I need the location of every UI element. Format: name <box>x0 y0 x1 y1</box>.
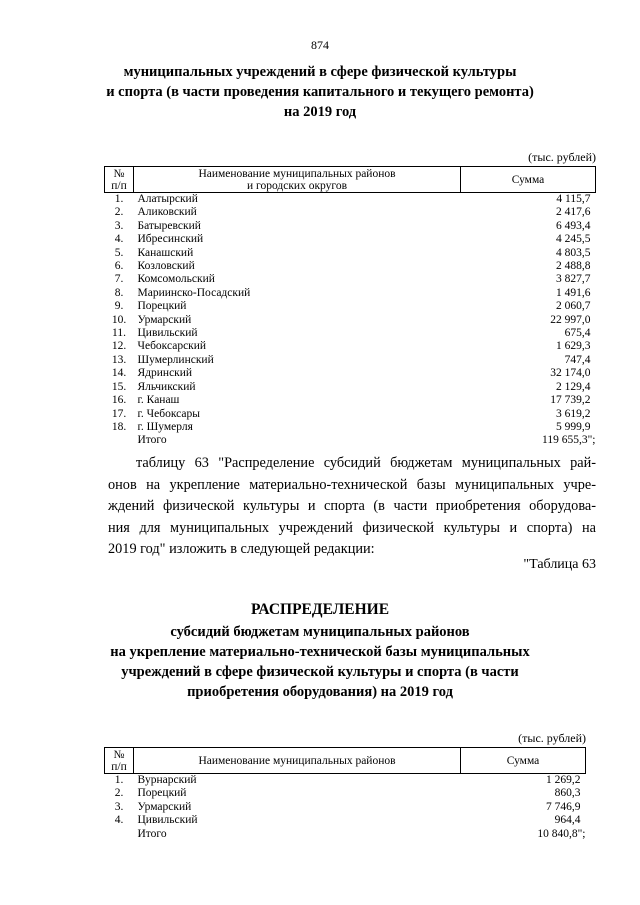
row-name: г. Канаш <box>137 394 180 407</box>
table2-col-num-line1: № <box>113 748 125 761</box>
row-number: 1. <box>114 774 124 786</box>
paragraph-line2: онов на укрепление материально-технической базы муниципальных учре- <box>108 476 596 493</box>
row-sum: 964,4 <box>554 814 581 827</box>
table1 <box>104 166 596 448</box>
row-name: Алатырский <box>137 193 198 205</box>
row-sum: 4 803,5 <box>556 246 591 259</box>
row-sum: 747,4 <box>564 353 591 366</box>
table-row <box>105 340 596 353</box>
table-row <box>105 367 596 380</box>
table-total-row <box>105 828 586 841</box>
row-name: Шумерлинский <box>137 353 214 366</box>
table-row <box>105 381 596 394</box>
row-number: 2. <box>114 206 124 219</box>
table1-col-num-line2: п/п <box>111 179 127 192</box>
total-sum: 10 840,8"; <box>537 827 586 840</box>
row-sum: 5 999,9 <box>556 420 591 433</box>
paragraph-line3: ждений физической культуры и спорта (в части приобретения оборудова- <box>108 498 596 515</box>
heading-bottom-line1: РАСПРЕДЕЛЕНИЕ <box>250 601 390 618</box>
table-row <box>105 394 596 407</box>
row-number: 17. <box>111 407 127 420</box>
paragraph-line1: таблицу 63 "Распределение субсидий бюджетам муниципальных рай- <box>136 455 596 471</box>
row-sum: 7 746,9 <box>546 800 581 813</box>
row-sum: 1 629,3 <box>556 340 591 353</box>
row-name: Батыревский <box>137 219 201 232</box>
table1-col-num-line1: № <box>113 167 125 180</box>
row-name: Чебоксарский <box>137 340 207 353</box>
table-row <box>105 287 596 300</box>
row-name: г. Шумерля <box>137 420 193 433</box>
table-row <box>105 408 596 421</box>
row-number: 15. <box>111 380 127 393</box>
row-number: 14. <box>111 367 127 380</box>
table-row <box>105 354 596 367</box>
heading-bottom-line5: приобретения оборудования) на 2019 год <box>187 684 453 700</box>
table-row <box>105 300 596 313</box>
heading-top-line3: на 2019 год <box>283 104 357 120</box>
row-sum: 3 827,7 <box>556 273 591 286</box>
row-sum: 675,4 <box>564 327 591 340</box>
row-name: Урмарский <box>137 313 192 326</box>
row-name: Цивильский <box>137 814 198 827</box>
table-row <box>105 273 596 286</box>
table-row <box>105 801 586 814</box>
row-number: 18. <box>111 420 127 433</box>
heading-bottom-line2: субсидий бюджетам муниципальных районов <box>170 624 470 640</box>
row-sum: 2 129,4 <box>556 380 591 393</box>
table-row <box>105 314 596 327</box>
table-row <box>105 774 586 788</box>
row-name: Комсомольский <box>137 273 215 286</box>
row-sum: 4 115,7 <box>556 193 591 205</box>
row-name: Аликовский <box>137 206 197 219</box>
row-name: Цивильский <box>137 327 198 340</box>
row-sum: 2 488,8 <box>556 260 591 273</box>
row-number: 4. <box>114 814 124 827</box>
table-row <box>105 233 596 246</box>
table1-col-name <box>134 167 461 193</box>
heading-bottom <box>0 600 640 702</box>
row-number: 7. <box>114 273 124 286</box>
row-number: 3. <box>114 219 124 232</box>
row-number: 2. <box>114 787 124 800</box>
row-sum: 860,3 <box>554 787 581 800</box>
row-sum: 6 493,4 <box>556 219 591 232</box>
heading-top <box>0 62 640 122</box>
table1-units: (тыс. рублей) <box>528 150 596 164</box>
row-sum: 32 174,0 <box>550 367 591 380</box>
table-row <box>105 247 596 260</box>
heading-top-line2: и спорта (в части проведения капитального и текущего ремонта) <box>106 84 534 100</box>
row-number: 11. <box>112 327 126 340</box>
row-number: 4. <box>114 233 124 246</box>
table-row <box>105 260 596 273</box>
row-name: Ядринский <box>137 367 193 380</box>
row-name: Урмарский <box>137 800 192 813</box>
row-sum: 2 417,6 <box>556 206 591 219</box>
row-number: 13. <box>111 353 127 366</box>
table-row <box>105 193 596 207</box>
page-number: 874 <box>311 38 329 52</box>
table-row <box>105 787 586 800</box>
row-name: Ибресинский <box>137 233 204 246</box>
table-total-row <box>105 434 596 447</box>
row-name: Порецкий <box>137 300 187 313</box>
paragraph-line5: 2019 год" изложить в следующей редакции: <box>108 541 375 558</box>
row-number: 3. <box>114 800 124 813</box>
table-row <box>105 814 586 827</box>
row-name: Вурнарский <box>137 774 197 786</box>
row-sum: 2 060,7 <box>556 300 591 313</box>
row-sum: 17 739,2 <box>550 394 591 407</box>
row-name: Канашский <box>137 246 194 259</box>
row-number: 8. <box>114 286 124 299</box>
table-row <box>105 206 596 219</box>
total-sum: 119 655,3"; <box>542 434 596 447</box>
row-number: 9. <box>114 300 124 313</box>
row-name: Порецкий <box>137 787 187 800</box>
table2 <box>104 747 586 841</box>
heading-bottom-line4: учреждений в сфере физической культуры и спорта (в части <box>121 664 519 680</box>
row-sum: 3 619,2 <box>556 407 591 420</box>
total-spacer <box>105 434 134 447</box>
table-row <box>105 327 596 340</box>
row-name: Яльчикский <box>137 380 196 393</box>
row-sum: 4 245,5 <box>556 233 591 246</box>
row-number: 5. <box>114 246 124 259</box>
row-number: 10. <box>111 313 127 326</box>
row-name: Козловский <box>137 260 195 273</box>
table2-col-sum: Сумма <box>461 748 586 774</box>
table-row <box>105 220 596 233</box>
total-label: Итого <box>137 434 167 447</box>
table2-col-name: Наименование муниципальных районов <box>134 748 461 774</box>
table1-col-name-line1: Наименование муниципальных районов <box>198 167 396 180</box>
paragraph-line4: ния для муниципальных учреждений физической культуры и спорта) на <box>108 519 596 536</box>
row-name: Мариинско-Посадский <box>137 286 251 299</box>
body-paragraph <box>108 453 596 561</box>
table1-col-num <box>105 167 134 193</box>
table-reference: "Таблица 63 <box>523 557 596 572</box>
table1-col-sum: Сумма <box>461 167 596 193</box>
table2-col-num <box>105 748 134 774</box>
row-sum: 22 997,0 <box>550 313 591 326</box>
heading-bottom-line3: на укрепление материально-технической базы муниципальных <box>110 644 530 660</box>
row-name: г. Чебоксары <box>137 407 200 420</box>
table1-col-name-line2: и городских округов <box>247 179 347 192</box>
row-number: 6. <box>114 260 124 273</box>
row-sum: 1 491,6 <box>556 286 591 299</box>
row-sum: 1 269,2 <box>546 774 581 786</box>
table2-units: (тыс. рублей) <box>518 731 586 745</box>
row-number: 12. <box>111 340 127 353</box>
total-label: Итого <box>137 827 167 840</box>
row-number: 1. <box>114 193 124 205</box>
total-spacer <box>105 828 134 841</box>
heading-top-line1: муниципальных учреждений в сфере физической культуры <box>123 64 517 80</box>
table-row <box>105 421 596 434</box>
row-number: 16. <box>111 394 127 407</box>
table2-col-num-line2: п/п <box>111 760 127 773</box>
